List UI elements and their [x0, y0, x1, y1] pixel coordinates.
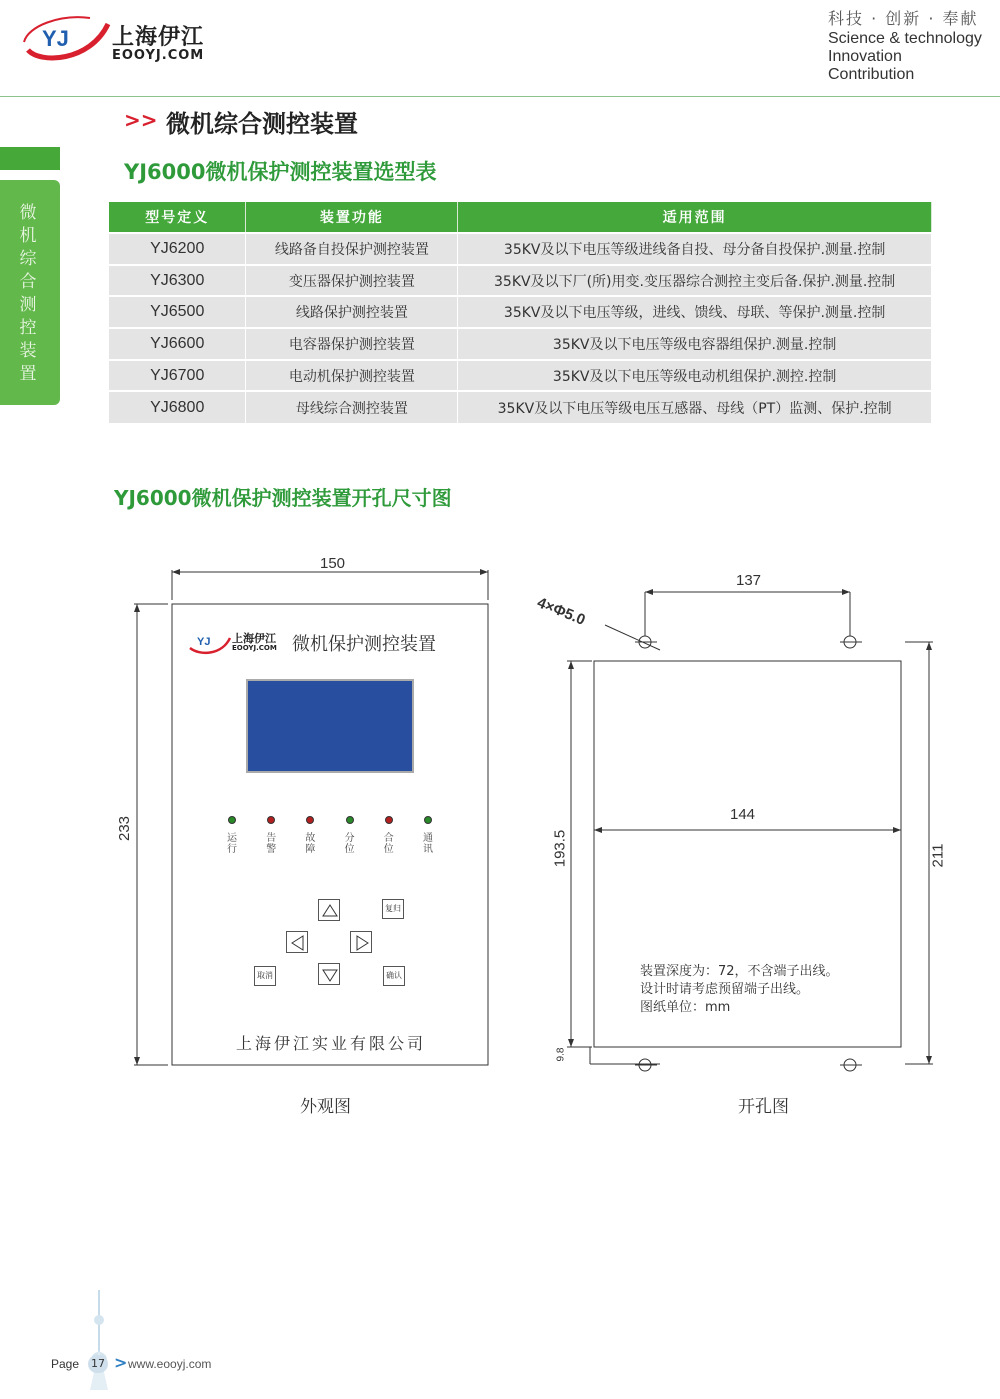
model-selection-table [109, 202, 932, 423]
slogan: 科技 · 创新 · 奉献 [828, 9, 979, 28]
led-label: 合位 [383, 833, 394, 855]
table-title: YJ6000微机保护测控装置选型表 [124, 160, 437, 184]
led-label: 故障 [305, 833, 316, 855]
cell-function: 线路备自投保护测控装置 [246, 233, 458, 265]
front-view-caption: 外观图 [300, 1097, 351, 1117]
cell-scope: 35KV及以下厂(所)用变.变压器综合测控主变后备.保护.测量.控制 [458, 265, 932, 297]
led-indicator-icon [385, 816, 393, 824]
logo-company-name: 上海伊江 [112, 25, 205, 50]
key-left[interactable] [286, 931, 308, 953]
cell-function: 线路保护测控装置 [246, 296, 458, 328]
cell-function: 变压器保护测控装置 [246, 265, 458, 297]
logo-domain: EOOYJ.COM [112, 48, 205, 63]
cutout-note-terminal: 设计时请考虑预留端子出线。 [640, 982, 810, 997]
table-row [109, 265, 932, 297]
table-row [109, 328, 932, 360]
dimension-drawings [0, 530, 1000, 1130]
page-number: 17 [88, 1355, 108, 1373]
led-label: 运行 [227, 833, 237, 855]
footer-url[interactable]: www.eooyj.com [128, 1357, 212, 1371]
key-up[interactable] [318, 899, 340, 921]
logo-letters: YJ [42, 26, 69, 51]
cell-model: YJ6300 [109, 265, 246, 297]
dim-label-outer-height: 211 [929, 843, 947, 868]
lcd-screen [246, 679, 414, 773]
tagline-line-3: Contribution [828, 66, 915, 83]
led-label: 通讯 [423, 833, 433, 855]
arrow-right-icon [351, 932, 373, 954]
side-chapter-label: 微机综合测控装置 [19, 203, 37, 384]
dim-label-hole-diameter: 4×Φ5.0 [534, 594, 588, 629]
tower-watermark-icon [84, 1290, 114, 1390]
dim-label-hole-spacing: 137 [736, 572, 762, 589]
front-logo-domain: EOOYJ.COM [232, 644, 277, 652]
front-company-name: 上海伊江实业有限公司 [236, 1034, 427, 1053]
key-cancel[interactable]: 取消 [254, 966, 276, 986]
section-arrow-icon: >> [124, 108, 158, 132]
led-label: 告警 [266, 833, 277, 855]
arrow-down-icon [319, 964, 341, 986]
column-header-function: 装置功能 [246, 202, 458, 233]
arrow-up-icon [319, 900, 341, 922]
key-confirm[interactable]: 确认 [383, 966, 405, 986]
dim-label-height: 233 [116, 815, 134, 842]
cell-model: YJ6700 [109, 360, 246, 392]
dim-label-cut-height: 193.5 [551, 829, 569, 868]
cell-function: 母线综合测控装置 [246, 391, 458, 423]
led-indicator-icon [346, 816, 354, 824]
footer-arrow-icon: > [114, 1353, 128, 1372]
dim-label-bottom-offset: 9.8 [555, 1047, 567, 1062]
cutout-view-caption: 开孔图 [738, 1097, 789, 1117]
cell-model: YJ6500 [109, 296, 246, 328]
cell-model: YJ6800 [109, 391, 246, 423]
header-divider [0, 96, 1000, 97]
cell-scope: 35KV及以下电压等级电压互感器、母线（PT）监测、保护.控制 [458, 391, 932, 423]
cell-function: 电容器保护测控装置 [246, 328, 458, 360]
cell-model: YJ6200 [109, 233, 246, 265]
section-title: 微机综合测控装置 [166, 110, 358, 138]
tagline-line-1: Science & technology [828, 30, 982, 47]
front-logo-company-name: 上海伊江 [232, 632, 276, 645]
table-header-row [109, 202, 932, 233]
table-row [109, 360, 932, 392]
cell-function: 电动机保护测控装置 [246, 360, 458, 392]
dim-label-cut-width: 144 [730, 806, 756, 823]
arrow-left-icon [287, 932, 309, 954]
dim-label-width: 150 [320, 555, 346, 572]
table-row [109, 233, 932, 265]
front-panel-outline [172, 604, 488, 1065]
led-indicator-icon [424, 816, 432, 824]
page-word: Page [51, 1357, 80, 1371]
cell-scope: 35KV及以下电压等级电容器组保护.测量.控制 [458, 328, 932, 360]
tagline-line-2: Innovation [828, 48, 902, 65]
cell-scope: 35KV及以下电压等级，进线、馈线、母联、等保护.测量.控制 [458, 296, 932, 328]
front-device-title: 微机保护测控装置 [292, 634, 436, 655]
key-down[interactable] [318, 963, 340, 985]
column-header-scope: 适用范围 [458, 202, 932, 233]
front-logo-swoosh-icon [190, 636, 230, 653]
cutout-note-depth: 装置深度为：72，不含端子出线。 [640, 964, 839, 979]
side-stripe [0, 147, 60, 170]
front-logo-letters: YJ [197, 636, 211, 648]
key-right[interactable] [350, 931, 372, 953]
cell-scope: 35KV及以下电压等级进线备自投、母分备自投保护.测量.控制 [458, 233, 932, 265]
table-row [109, 391, 932, 423]
cell-model: YJ6600 [109, 328, 246, 360]
table-row [109, 296, 932, 328]
led-indicator-icon [228, 816, 236, 824]
cutout-note-unit: 图纸单位：mm [640, 1000, 731, 1015]
cell-scope: 35KV及以下电压等级电动机组保护.测控.控制 [458, 360, 932, 392]
led-label: 分位 [344, 833, 355, 855]
diagram-title: YJ6000微机保护测控装置开孔尺寸图 [114, 486, 452, 510]
key-reset[interactable]: 复归 [382, 899, 404, 919]
column-header-model: 型号定义 [109, 202, 246, 233]
hole-leader-line [605, 625, 660, 650]
logo-mark [20, 12, 115, 64]
